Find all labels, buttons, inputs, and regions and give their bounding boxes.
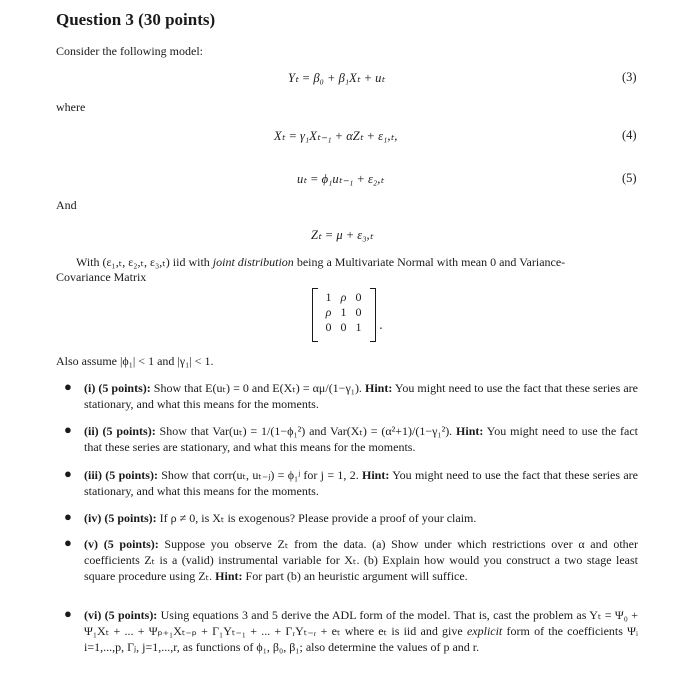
where-label: where xyxy=(56,100,86,114)
equation-4: Xₜ = γ₁Xₜ₋₁ + αZₜ + ε₁,ₜ, xyxy=(274,129,398,143)
with-text-emph: joint distribution xyxy=(212,255,294,269)
equation-4-number: (4) xyxy=(622,128,637,142)
item-text: Show that corr(uₜ, uₜ₋ⱼ) = ϕ₁ʲ for j = 1, 2. xyxy=(157,468,362,482)
item-text-continued: form of the coefficients Ψᵢ i=1,...,p, Γⱼ, j=1,...,r, as functions of ϕ₁, β₀, β₁; also determine the values of p and r. xyxy=(84,624,638,654)
equation-5: uₜ = ϕ₁uₜ₋₁ + ε₂,ₜ xyxy=(297,172,385,186)
bullet-icon: ● xyxy=(64,422,72,437)
matrix-cell: 0 xyxy=(355,305,362,319)
assumption-text: Also assume |ϕ₁| < 1 and |γ₁| < 1. xyxy=(56,354,214,368)
item-text-continued: You might need to use the fact that these series are stationary, and what this means for the moments. xyxy=(84,381,638,411)
matrix-cell: 1 xyxy=(325,290,332,304)
equation-3: Yₜ = β₀ + β₁Xₜ + uₜ xyxy=(288,71,386,85)
item-hint: Hint: xyxy=(215,569,243,583)
with-text-line2: Covariance Matrix xyxy=(56,270,147,284)
item-text-continued: For part (b) an heuristic argument will suffice. xyxy=(242,569,468,583)
list-item xyxy=(64,467,638,499)
item-text-continued: You might need to use the fact that these series are stationary, and what this means for the moments. xyxy=(84,468,638,498)
matrix-cell: 0 xyxy=(325,320,332,334)
matrix-trailing-period: . xyxy=(379,318,383,332)
with-text xyxy=(76,255,656,270)
item-tag: (iv) (5 points): xyxy=(84,511,157,525)
bullet-icon: ● xyxy=(64,466,72,481)
matrix-entries xyxy=(321,290,366,335)
item-text: Using equations 3 and 5 derive the ADL form of the model. That is, cast the problem as Yₜ = Ψ₀ + Ψ₁Xₜ + ... + Ψₚ₊₁Xₜ₋ₚ + Γ₁Yₜ₋₁ + ... + ΓᵣYₜ₋ᵣ + eₜ where eₜ is iid and give xyxy=(84,608,638,638)
matrix-cell: ρ xyxy=(325,305,332,319)
matrix-cell: 0 xyxy=(355,290,362,304)
item-tag: (v) (5 points): xyxy=(84,537,159,551)
item-tag: (vi) (5 points): xyxy=(84,608,158,622)
item-text-continued: You might need to use the fact that these series are stationary, and what this means for the moments. xyxy=(84,424,638,454)
with-text-part2: being a Multivariate Normal with mean 0 and Variance- xyxy=(293,255,566,269)
question-title: Question 3 (30 points) xyxy=(56,10,216,29)
item-text: If ρ ≠ 0, is Xₜ is exogenous? Please provide a proof of your claim. xyxy=(156,511,477,525)
matrix-cell: 0 xyxy=(340,320,347,334)
bullet-icon: ● xyxy=(64,509,72,524)
item-tag: (i) (5 points): xyxy=(84,381,151,395)
item-tag: (iii) (5 points): xyxy=(84,468,158,482)
item-text: Suppose you observe Zₜ from the data. (a) Show under which restrictions over α and other coefficients Zₜ is a (valid) instrumental variable for Xₜ. (b) Explain how would you construct a two stage least square procedure using Zₜ. xyxy=(84,537,638,583)
intro-text: Consider the following model: xyxy=(56,44,203,58)
item-tag: (ii) (5 points): xyxy=(84,424,156,438)
list-item xyxy=(64,510,638,526)
list-item xyxy=(64,423,638,455)
with-text-part1: With (ε₁,ₜ, ε₂,ₜ, ε₃,ₜ) iid with xyxy=(76,255,213,269)
bullet-icon: ● xyxy=(64,606,72,621)
bullet-icon: ● xyxy=(64,535,72,550)
list-item xyxy=(64,536,638,584)
equation-5-number: (5) xyxy=(622,171,637,185)
item-hint: Hint: xyxy=(364,381,393,395)
matrix-cell: ρ xyxy=(340,290,347,304)
equation-z: Zₜ = μ + ε₃,ₜ xyxy=(311,228,374,242)
equation-3-number: (3) xyxy=(622,70,637,84)
item-hint: Hint: xyxy=(362,468,390,482)
matrix-left-bracket xyxy=(312,288,318,342)
list-item xyxy=(64,607,638,655)
matrix-right-bracket xyxy=(370,288,376,342)
item-text: Show that Var(uₜ) = 1/(1−ϕ₁²) and Var(Xₜ) = (α²+1)/(1−γ₁²). xyxy=(155,424,457,438)
covariance-matrix xyxy=(312,288,376,340)
item-emph: explicit xyxy=(466,624,503,638)
and-label: And xyxy=(56,198,77,212)
bullet-icon: ● xyxy=(64,379,72,394)
matrix-cell: 1 xyxy=(340,305,347,319)
item-hint: Hint: xyxy=(456,424,484,438)
item-text: Show that E(uₜ) = 0 and E(Xₜ) = αμ/(1−γ₁). xyxy=(150,381,365,395)
matrix-cell: 1 xyxy=(355,320,362,334)
list-item xyxy=(64,380,638,412)
